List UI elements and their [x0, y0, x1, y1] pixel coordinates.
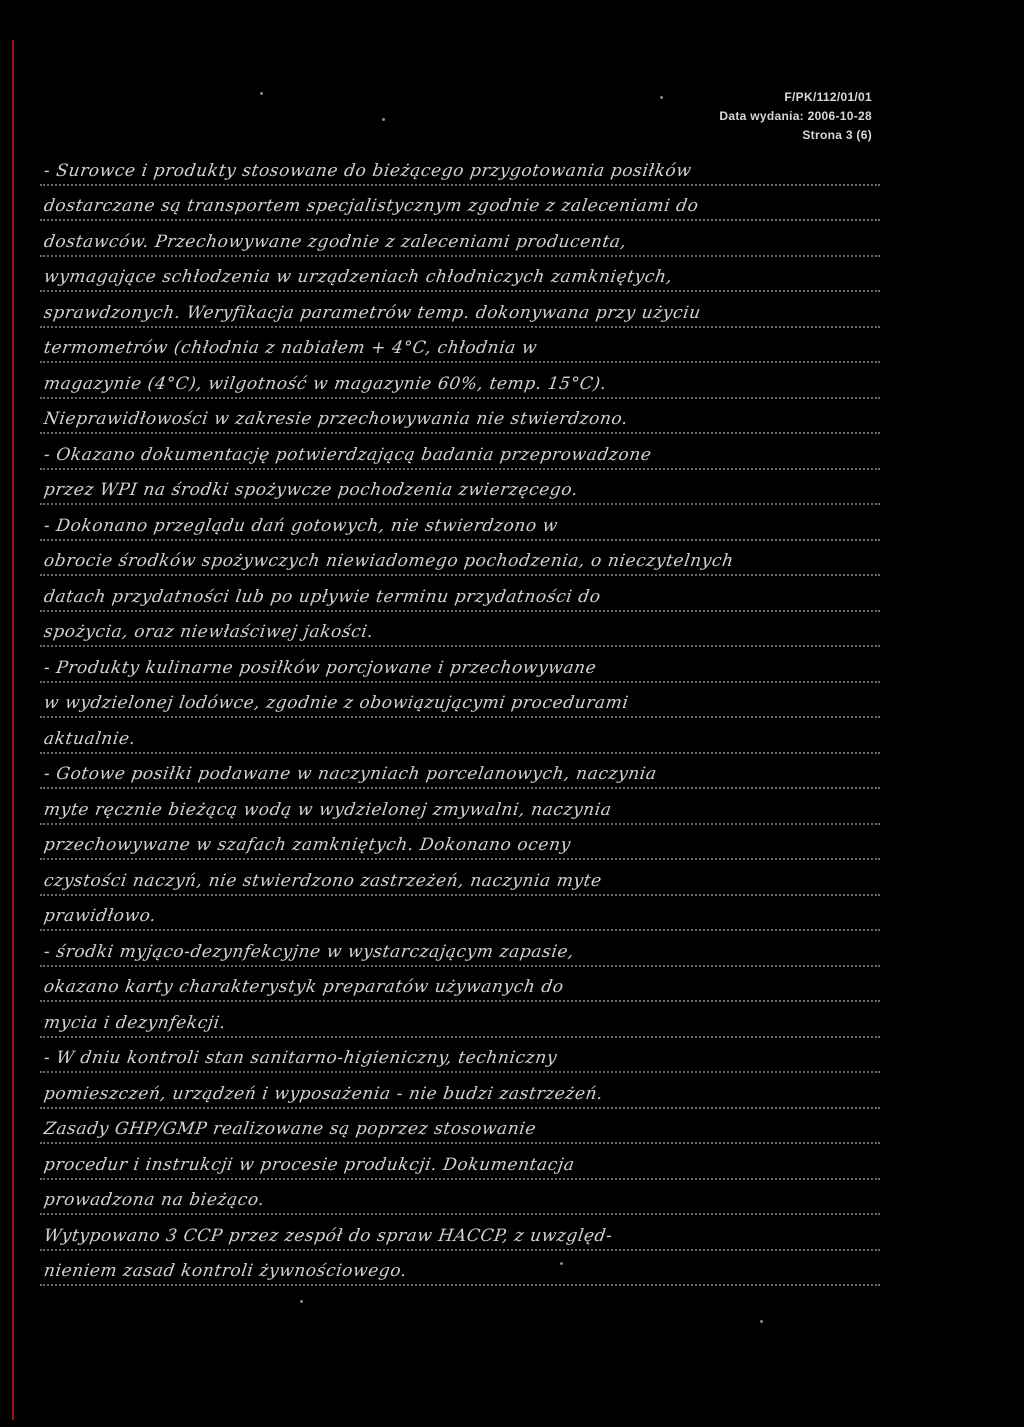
- handwritten-notes: [40, 150, 880, 1286]
- note-line: [40, 576, 880, 612]
- note-line: [40, 363, 880, 399]
- note-line: [40, 967, 880, 1003]
- note-line-text: - Surowce i produkty stosowane do bieżącego przygotowania posiłków: [42, 160, 693, 181]
- note-line-text: myte ręcznie bieżącą wodą w wydzielonej zmywalni, naczynia: [42, 799, 613, 820]
- note-line: [40, 718, 880, 754]
- note-line-text: Nieprawidłowości w zakresie przechowywania nie stwierdzono.: [42, 409, 630, 429]
- note-line-text: okazano karty charakterystyk preparatów używanych do: [42, 977, 566, 997]
- note-line-text: Zasady GHP/GMP realizowane są poprzez stosowanie: [42, 1119, 538, 1139]
- note-line-text: prawidłowo.: [42, 906, 158, 926]
- note-line-text: pomieszczeń, urządzeń i wyposażenia - nie budzi zastrzeżeń.: [42, 1083, 605, 1104]
- note-line-text: magazynie (4°C), wilgotność w magazynie 60%, temp. 15°C).: [42, 373, 609, 394]
- note-line: [40, 1109, 880, 1145]
- note-line: [40, 186, 880, 222]
- note-line: [40, 434, 880, 470]
- page-number: Strona 3 (6): [802, 128, 872, 142]
- note-line-text: sprawdzonych. Weryfikacja parametrów temp. dokonywana przy użyciu: [42, 302, 703, 323]
- note-line: [40, 1215, 880, 1251]
- note-line-text: przez WPI na środki spożywcze pochodzenia zwierzęcego.: [42, 480, 580, 500]
- doc-code: F/PK/112/01/01: [784, 90, 872, 104]
- note-line: [40, 150, 880, 186]
- note-line-text: dostawców. Przechowywane zgodnie z zaleceniami producenta,: [42, 231, 628, 252]
- note-line: [40, 1251, 880, 1287]
- issue-date: Data wydania: 2006-10-28: [719, 109, 872, 123]
- note-line: [40, 1073, 880, 1109]
- note-line-text: - Dokonano przeglądu dań gotowych, nie stwierdzono w: [42, 515, 560, 536]
- note-line: [40, 612, 880, 648]
- note-line-text: mycia i dezynfekcji.: [42, 1012, 228, 1033]
- note-line: [40, 470, 880, 506]
- note-line: [40, 825, 880, 861]
- note-line: [40, 931, 880, 967]
- note-line-text: aktualnie.: [42, 728, 138, 749]
- scan-speck: [660, 96, 663, 99]
- note-line: [40, 647, 880, 683]
- note-line-text: przechowywane w szafach zamkniętych. Dokonano oceny: [42, 835, 573, 855]
- scan-speck: [260, 92, 263, 95]
- note-line: [40, 221, 880, 257]
- note-line-text: termometrów (chłodnia z nabiałem + 4°C, chłodnia w: [42, 338, 539, 358]
- note-line: [40, 896, 880, 932]
- note-line: [40, 505, 880, 541]
- note-line-text: w wydzielonej lodówce, zgodnie z obowiązującymi procedurami: [42, 693, 630, 713]
- note-line-text: - Produkty kulinarne posiłków porcjowane i przechowywane: [42, 657, 598, 678]
- note-line: [40, 399, 880, 435]
- note-line: [40, 1038, 880, 1074]
- note-line-text: dostarczane są transportem specjalistycznym zgodnie z zaleceniami do: [42, 196, 700, 216]
- note-line-text: - Okazano dokumentację potwierdzającą badania przeprowadzone: [42, 444, 653, 465]
- note-line-text: - środki myjąco-dezynfekcyjne w wystarczającym zapasie,: [42, 941, 576, 962]
- note-line-text: Wytypowano 3 CCP przez zespół do spraw HACCP, z uwzględ-: [42, 1225, 614, 1246]
- scan-speck: [382, 118, 385, 121]
- note-line: [40, 683, 880, 719]
- margin-line: [12, 40, 14, 1420]
- note-line: [40, 860, 880, 896]
- scan-speck: [560, 1262, 563, 1265]
- note-line-text: wymagające schłodzenia w urządzeniach chłodniczych zamkniętych,: [42, 267, 674, 287]
- note-line-text: spożycia, oraz niewłaściwej jakości.: [42, 622, 375, 642]
- note-line-text: procedur i instrukcji w procesie produkcji. Dokumentacja: [42, 1154, 576, 1175]
- note-line-text: - W dniu kontroli stan sanitarno-higieniczny, techniczny: [42, 1048, 559, 1068]
- note-line-text: czystości naczyń, nie stwierdzono zastrzeżeń, naczynia myte: [42, 870, 604, 891]
- note-line: [40, 1144, 880, 1180]
- note-line: [40, 1180, 880, 1216]
- note-line-text: nieniem zasad kontroli żywnościowego.: [42, 1261, 409, 1281]
- note-line-text: prowadzona na bieżąco.: [42, 1190, 266, 1210]
- note-line: [40, 789, 880, 825]
- note-line-text: datach przydatności lub po upływie terminu przydatności do: [42, 586, 603, 607]
- scan-speck: [760, 1320, 763, 1323]
- note-line-text: - Gotowe posiłki podawane w naczyniach porcelanowych, naczynia: [42, 764, 659, 784]
- note-line: [40, 328, 880, 364]
- note-line-text: obrocie środków spożywczych niewiadomego pochodzenia, o nieczytelnych: [42, 551, 736, 571]
- scan-speck: [300, 1300, 303, 1303]
- note-line: [40, 754, 880, 790]
- note-line: [40, 541, 880, 577]
- note-line: [40, 292, 880, 328]
- note-line: [40, 1002, 880, 1038]
- note-line: [40, 257, 880, 293]
- document-header: [719, 88, 872, 145]
